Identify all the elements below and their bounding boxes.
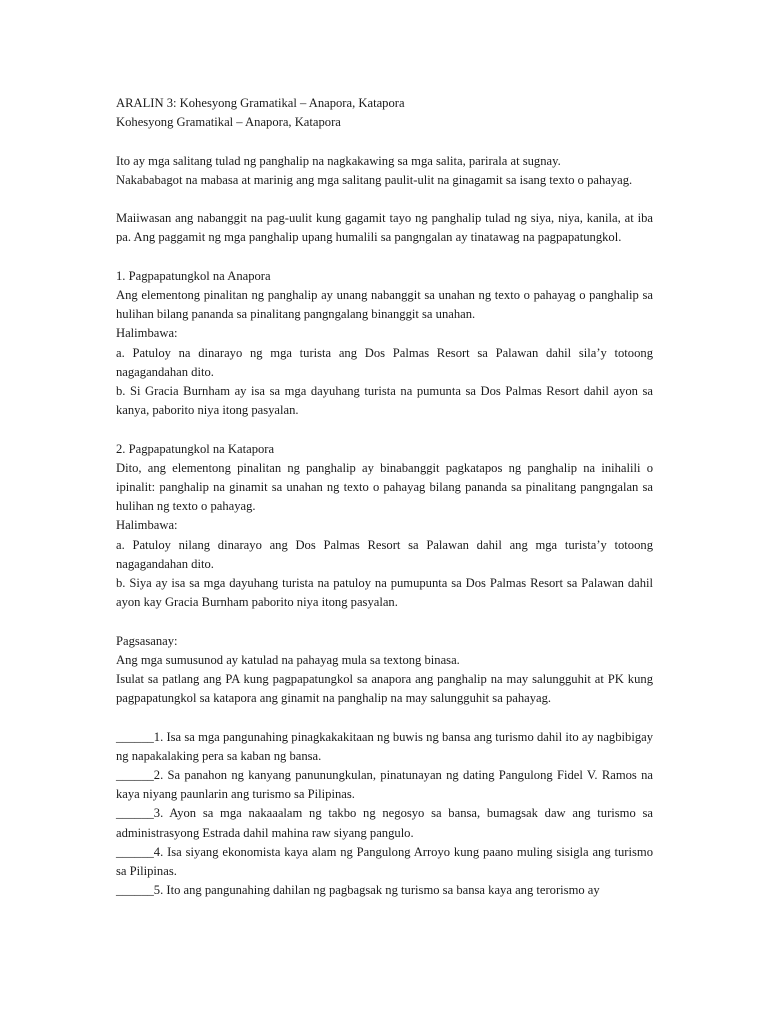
exercise-intro-2: Isulat sa patlang ang PA kung pagpapatungkol sa anapora ang panghalip na may salungguhit at PK kung pagpapatungkol sa katapora ang ginamit na panghalip na may salungguhit sa pahayag. bbox=[116, 672, 653, 706]
katapora-heading: 2. Pagpapatungkol na Katapora bbox=[116, 441, 275, 456]
exercise-item: ______3. Ayon sa mga nakaaalam ng takbo ng negosyo sa bansa, bumagsak daw ang turismo sa administrasyong Estrada dahil mahina raw siyang pangulo. bbox=[116, 806, 653, 840]
exercise-heading: Pagsasanay: bbox=[116, 633, 178, 648]
katapora-examples-label: Halimbawa: bbox=[116, 518, 178, 533]
exercise-item: ______2. Sa panahon ng kanyang panunungkulan, pinatunayan ng dating Pangulong Fidel V. Ramos na kaya niyang paunlarin ang turismo sa Pilipinas. bbox=[116, 768, 653, 802]
katapora-example-b: b. Siya ay isa sa mga dayuhang turista na patuloy na pumupunta sa Dos Palmas Resort sa Palawan dahil ayon kay Gracia Burnham paborito niya itong pasyalan. bbox=[116, 576, 653, 610]
intro-paragraph-2: Maiiwasan ang nabanggit na pag-uulit kung gagamit tayo ng panghalip tulad ng siya, niya, kanila, at iba pa. Ang paggamit ng mga panghalip upang humalili sa pangngalan ay tinatawag na pagpapatungkol. bbox=[116, 211, 653, 245]
anapora-example-a: a. Patuloy na dinarayo ng mga turista ang Dos Palmas Resort sa Palawan dahil sila’y totoong nagagandahan dito. bbox=[116, 345, 653, 379]
exercise-intro-1: Ang mga sumusunod ay katulad na pahayag mula sa textong binasa. bbox=[116, 652, 460, 667]
katapora-definition: Dito, ang elementong pinalitan ng panghalip ay binabanggit pagkatapos ng panghalip na inihalili o ipinalit: panghalip na ginamit sa unahan ng texto o pahayag bilang pananda sa pinalitang pangngalan sa hulihan ng texto o pahayag. bbox=[116, 460, 653, 514]
intro-line-2: Nakababagot na mabasa at marinig ang mga salitang paulit-ulit na ginagamit sa isang texto o pahayag. bbox=[116, 172, 633, 187]
lesson-title: ARALIN 3: Kohesyong Gramatikal – Anapora, Katapora bbox=[116, 96, 405, 110]
exercise-item: ______4. Isa siyang ekonomista kaya alam ng Pangulong Arroyo kung paano muling sisigla ang turismo sa Pilipinas. bbox=[116, 844, 653, 879]
lesson-subtitle: Kohesyong Gramatikal – Anapora, Katapora bbox=[116, 115, 341, 130]
anapora-definition: Ang elementong pinalitan ng panghalip ay unang nabanggit sa unahan ng texto o pahayag o panghalip sa hulihan bilang pananda sa pinalitang pangngalang binanggit sa unahan. bbox=[116, 287, 653, 322]
anapora-example-b: b. Si Gracia Burnham ay isa sa mga dayuhang turista na pumunta sa Dos Palmas Resort dahil ayon sa kanya, paborito niya itong pasyalan. bbox=[116, 384, 653, 418]
anapora-examples-label: Halimbawa: bbox=[116, 326, 178, 341]
exercise-item: ______5. Ito ang pangunahing dahilan ng pagbagsak ng turismo sa bansa kaya ang terorismo ay bbox=[116, 883, 600, 898]
exercise-item: ______1. Isa sa mga pangunahing pinagkakakitaan ng buwis ng bansa ang turismo dahil ito ay nagbibigay ng napakalaking pera sa kaban ng bansa. bbox=[116, 729, 653, 763]
intro-line-1: Ito ay mga salitang tulad ng panghalip na nagkakawing sa mga salita, parirala at sugnay. bbox=[116, 153, 561, 168]
anapora-heading: 1. Pagpapatungkol na Anapora bbox=[116, 268, 271, 283]
document-body bbox=[116, 94, 653, 900]
katapora-example-a: a. Patuloy nilang dinarayo ang Dos Palmas Resort sa Palawan dahil ang mga turista’y totoong nagagandahan dito. bbox=[116, 537, 653, 571]
